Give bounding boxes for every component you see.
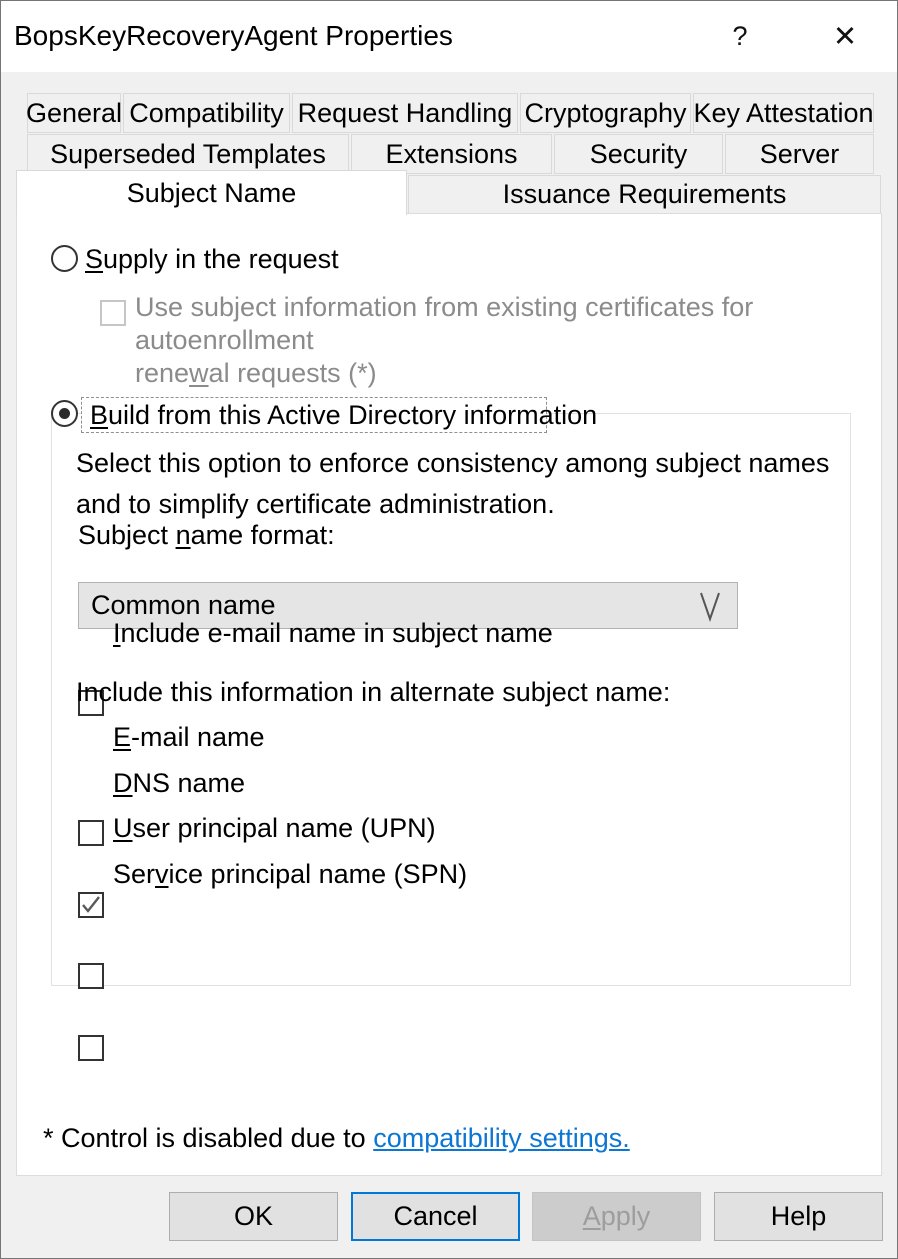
- tab-key-attestation[interactable]: Key Attestation: [693, 93, 874, 133]
- tab-row-1: [27, 93, 874, 133]
- tab-security[interactable]: Security: [554, 134, 723, 174]
- email-name-checkbox[interactable]: [78, 820, 104, 846]
- tab-superseded-templates[interactable]: Superseded Templates: [27, 134, 349, 174]
- build-from-ad-radio[interactable]: [51, 400, 78, 427]
- ok-button[interactable]: OK: [169, 1192, 338, 1241]
- help-icon[interactable]: ?: [732, 20, 748, 51]
- build-description: Select this option to enforce consistency among subject names and to simplify certificate administration.: [76, 448, 830, 519]
- close-icon[interactable]: ✕: [832, 20, 858, 53]
- dns-name-checkbox[interactable]: [78, 892, 104, 918]
- cancel-button[interactable]: Cancel: [351, 1192, 520, 1241]
- help-button[interactable]: Help: [714, 1192, 883, 1241]
- dns-name-label[interactable]: DNS name: [113, 768, 246, 798]
- tab-extensions[interactable]: Extensions: [351, 134, 552, 174]
- footnote-text: * Control is disabled due to: [43, 1123, 374, 1153]
- tab-cryptography[interactable]: Cryptography: [520, 93, 691, 133]
- title-bar: [1, 1, 897, 72]
- subject-name-format-value: Common name: [91, 590, 276, 620]
- email-name-label[interactable]: E-mail name: [113, 722, 265, 752]
- upn-checkbox[interactable]: [78, 963, 104, 989]
- tab-server[interactable]: Server: [725, 134, 874, 174]
- supply-in-request-radio[interactable]: [51, 245, 78, 272]
- supply-in-request-label[interactable]: Supply in the request: [85, 244, 339, 274]
- include-email-subject-label[interactable]: Include e-mail name in subject name: [113, 618, 553, 648]
- tab-row-2: [27, 134, 874, 174]
- compatibility-settings-link[interactable]: compatibility settings.: [373, 1123, 630, 1153]
- tab-compatibility[interactable]: Compatibility: [123, 93, 290, 133]
- tab-general[interactable]: General: [27, 93, 121, 133]
- build-from-ad-label[interactable]: Build from this Active Directory information: [81, 397, 547, 433]
- check-icon: [80, 894, 102, 916]
- footnote: [43, 1123, 630, 1154]
- window-title: BopsKeyRecoveryAgent Properties: [14, 20, 453, 51]
- upn-label[interactable]: User principal name (UPN): [113, 813, 436, 843]
- autoenrollment-reuse-checkbox[interactable]: [100, 300, 126, 326]
- chevron-down-icon: [699, 592, 721, 629]
- subject-name-format-label: Subject name format:: [78, 520, 335, 550]
- autoenrollment-reuse-label[interactable]: Use subject information from existing certificates for autoenrollment renewal requests (*): [135, 292, 754, 388]
- spn-label[interactable]: Service principal name (SPN): [113, 859, 468, 889]
- alternate-subject-label: Include this information in alternate subject name:: [76, 677, 671, 707]
- apply-button[interactable]: Apply: [532, 1192, 701, 1241]
- radio-selected-dot: [59, 408, 70, 419]
- tab-subject-name-active[interactable]: Subject Name: [16, 170, 407, 215]
- spn-checkbox[interactable]: [78, 1035, 104, 1061]
- tab-request-handling[interactable]: Request Handling: [292, 93, 518, 133]
- tab-issuance-requirements[interactable]: Issuance Requirements: [408, 175, 881, 214]
